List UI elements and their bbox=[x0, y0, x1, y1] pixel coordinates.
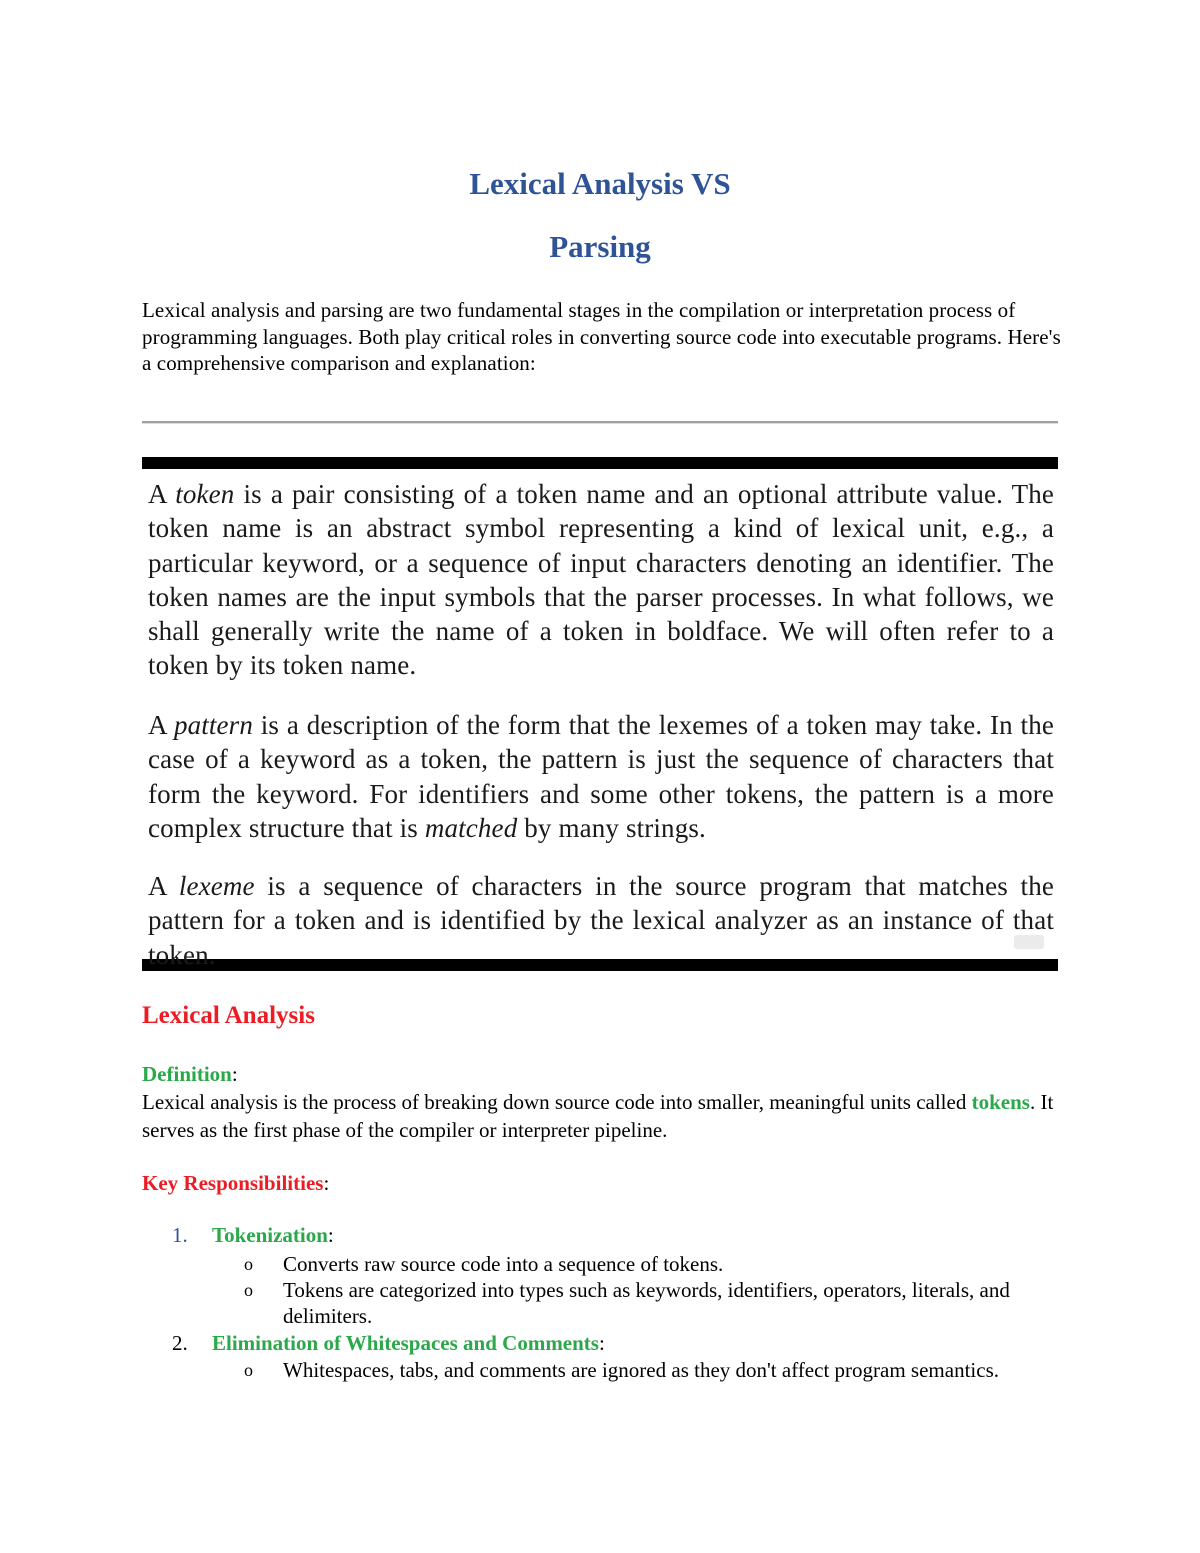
list-number: 1. bbox=[172, 1223, 188, 1247]
bullet-icon: o bbox=[244, 1280, 253, 1300]
quote-text: is a sequence of characters in the source program that matches the pattern for a token and is identified by the lexical analyzer as an instance of that token. bbox=[148, 871, 1054, 970]
list-item-title bbox=[212, 1329, 605, 1357]
watermark-icon bbox=[1014, 935, 1044, 949]
section-heading: Lexical Analysis bbox=[142, 1002, 315, 1029]
bullet-icon: o bbox=[244, 1360, 253, 1380]
quote-text: A bbox=[148, 710, 174, 740]
lexeme-definition-paragraph bbox=[148, 869, 1054, 972]
key-responsibilities-label bbox=[142, 1169, 1062, 1197]
pattern-definition-paragraph bbox=[148, 708, 1054, 845]
tokens-highlight: tokens bbox=[971, 1090, 1030, 1114]
definition-label-text: Definition bbox=[142, 1062, 232, 1086]
key-responsibilities-colon: : bbox=[323, 1171, 330, 1195]
horizontal-rule bbox=[142, 421, 1058, 424]
list-item-colon: : bbox=[327, 1223, 334, 1247]
page-title-line1: Lexical Analysis VS bbox=[469, 166, 731, 201]
list-item-title bbox=[212, 1221, 334, 1249]
token-definition-paragraph bbox=[148, 477, 1054, 683]
token-term: token bbox=[175, 479, 235, 509]
sub-bullet-text: Converts raw source code into a sequence of tokens. bbox=[283, 1252, 724, 1276]
definition-text bbox=[142, 1088, 1062, 1144]
list-item-title-text: Elimination of Whitespaces and Comments bbox=[212, 1331, 599, 1355]
sub-bullet-text: Whitespaces, tabs, and comments are ignored as they don't affect program semantics. bbox=[283, 1358, 999, 1382]
quote-text: is a description of the form that the lexemes of a token may take. In the case of a keyword as a token, the pattern is just the sequence of characters that form the keyword. For identifiers and some other tokens, the pattern is a more complex structure that is bbox=[148, 710, 1054, 843]
quote-text: A bbox=[148, 871, 179, 901]
quote-text: by many strings. bbox=[517, 812, 706, 843]
definition-label bbox=[142, 1060, 1062, 1088]
definition-text-b: . It serves as the first phase of the compiler or interpreter pipeline. bbox=[142, 1090, 1054, 1142]
definition-text-a: Lexical analysis is the process of breaking down source code into smaller, meaningful units called bbox=[142, 1090, 972, 1114]
textbook-excerpt-image bbox=[142, 457, 1058, 971]
page-title-line2: Parsing bbox=[549, 229, 651, 264]
intro-paragraph: Lexical analysis and parsing are two fundamental stages in the compilation or interpretation process of programming languages. Both play critical roles in converting source code into executable programs. Here's a comprehensive comparison and explanation: bbox=[142, 298, 1061, 375]
definition-colon: : bbox=[231, 1062, 238, 1086]
pattern-term: pattern bbox=[173, 710, 253, 740]
list-item-title-text: Tokenization bbox=[212, 1223, 328, 1247]
key-responsibilities-text: Key Responsibilities bbox=[142, 1171, 324, 1195]
lexeme-term: lexeme bbox=[178, 871, 255, 901]
quote-text: is a pair consisting of a token name and an optional attribute value. The token name is an abstract symbol representing a kind of lexical unit, e.g., a particular keyword, or a sequence of input characters denoting an identifier. The token names are the input symbols that the parser processes. In what follows, we shall generally write the name of a token in boldface. We will often refer to a token by its token name. bbox=[148, 479, 1054, 681]
quote-text: A bbox=[148, 479, 176, 509]
matched-term: matched bbox=[424, 812, 518, 843]
list-number: 2. bbox=[172, 1331, 188, 1355]
list-item-colon: : bbox=[598, 1331, 605, 1355]
bullet-icon: o bbox=[244, 1254, 253, 1274]
sub-bullet-text: Tokens are categorized into types such as keywords, identifiers, operators, literals, and delimiters. bbox=[283, 1278, 1010, 1328]
